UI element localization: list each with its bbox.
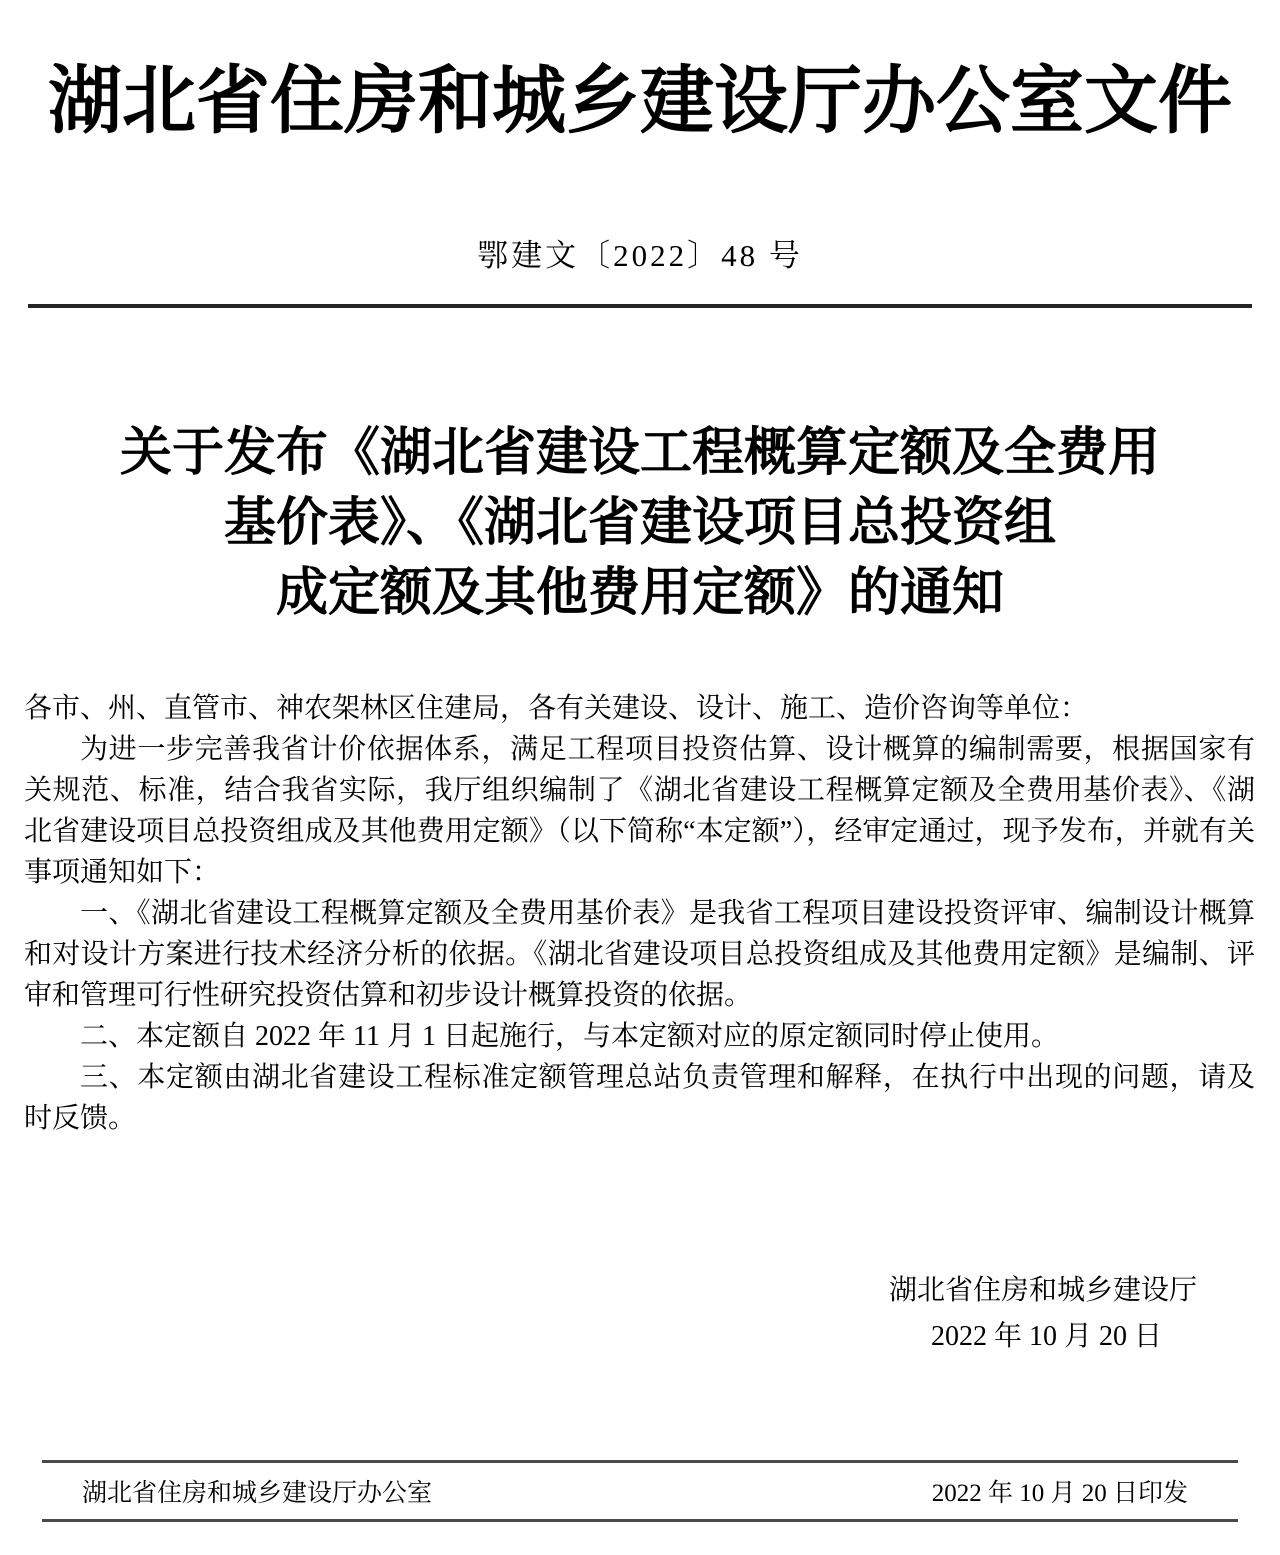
agency-letterhead: 湖北省住房和城乡建设厅办公室文件 — [48, 61, 1232, 143]
header-divider — [28, 304, 1252, 308]
salutation: 各市、州、直管市、神农架林区住建局，各有关建设、设计、施工、造价咨询等单位： — [24, 693, 1089, 724]
paragraph: 二、本定额自 2022 年 11 月 1 日起施行，与本定额对应的原定额同时停止使用。 — [80, 1021, 1059, 1052]
paragraph: 三、本定额由湖北省建设工程标准定额管理总站负责管理和解释，在执行中出现的问题，请及时反馈。 — [24, 1062, 1255, 1134]
paragraph: 为进一步完善我省计价依据体系，满足工程项目投资估算、设计概算的编制需要，根据国家有关规范、标准，结合我省实际，我厅组织编制了《湖北省建设工程概算定额及全费用基价表》、《湖北省建设项目总投资组成及其他费用定额》（以下简称“本定额”），经审定通过，现予发布，并就有关事项通知如下： — [24, 734, 1255, 888]
document-title-line: 成定额及其他费用定额》的通知 — [275, 564, 1004, 622]
signature-date: 2022 年 10 月 20 日 — [930, 1321, 1162, 1352]
footer-print-date: 2022 年 10 月 20 日印发 — [931, 1480, 1188, 1507]
footer-issuer: 湖北省住房和城乡建设厅办公室 — [82, 1480, 433, 1507]
document-title-line: 关于发布《湖北省建设工程概算定额及全费用 — [119, 424, 1160, 482]
signature-block — [0, 1268, 1280, 1360]
document-number: 鄂建文〔2022〕48 号 — [477, 238, 803, 273]
document-title-line: 基价表》、《湖北省建设项目总投资组 — [223, 494, 1056, 552]
paragraph: 一、《湖北省建设工程概算定额及全费用基价表》是我省工程项目建设投资评审、编制设计概算和对设计方案进行技术经济分析的依据。《湖北省建设项目总投资组成及其他费用定额》是编制、评审和管理可行性研究投资估算和初步设计概算投资的依据。 — [24, 898, 1255, 1011]
body-text — [24, 688, 1255, 1139]
document-title — [0, 418, 1280, 628]
signature-organization: 湖北省住房和城乡建设厅 — [888, 1275, 1197, 1306]
footer-colophon — [42, 1460, 1238, 1522]
